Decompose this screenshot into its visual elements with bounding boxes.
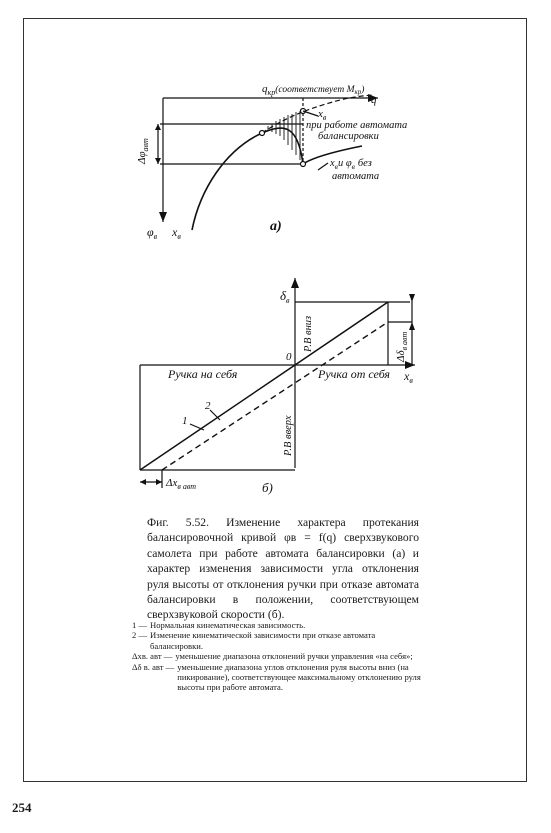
- figure-a-label-noauto-2: автомата: [332, 171, 380, 182]
- legend-text: Нормальная кинематическая зависимость.: [150, 620, 306, 630]
- legend-item: [132, 662, 422, 693]
- figure-b-label-ot-sebya: Ручка от себя: [318, 367, 391, 381]
- figure-a-label-x: $x_в$: [172, 225, 181, 241]
- figure-a-label-auto-1: при работе автомата: [306, 120, 408, 131]
- figure-b-label-x: $x_в$: [404, 369, 413, 385]
- legend-item: [132, 630, 422, 651]
- figure-b-line-2: [162, 322, 391, 470]
- legend-key: Δxв. авт —: [132, 651, 173, 662]
- legend-key: 2 —: [132, 630, 148, 641]
- figure-b-label-rv-up: Р.В вверх: [283, 415, 294, 456]
- figure-a-panel-label: а): [270, 219, 282, 234]
- figure-a-axis-arrow: [159, 212, 167, 222]
- figure-a-label-q: q: [371, 94, 377, 106]
- figure-b-label-zero: 0: [286, 351, 292, 363]
- figure-b-label-na-sebya: Ручка на себя: [168, 367, 238, 381]
- legend-key: 1 —: [132, 620, 148, 630]
- legend-key: Δδ в. авт —: [132, 661, 175, 672]
- figure-a-label-auto-2: балансировки: [318, 131, 379, 142]
- figure-a-label-qkr: $q_{кр}(соответствует$ Mкр): [262, 83, 365, 97]
- figure-b: [0, 270, 551, 510]
- figure-b-label-rv-down: Р.В вниз: [303, 315, 314, 352]
- legend-text: уменьшение диапазона отклонений ручки управления «на себя»;: [175, 651, 413, 662]
- figure-b-label-delta-delta: $\Delta\delta_{в авт}$: [395, 331, 409, 362]
- legend-item: [132, 651, 422, 661]
- figure-caption: [147, 515, 419, 623]
- figure-b-label-delta-x: $\Delta x_{в авт}$: [166, 477, 197, 491]
- caption-text: Фиг. 5.52. Изменение характера протекания балансировочной кривой φв = f(q) сверхзвукового самолета при работе автомата балансировки (а) и характер изменения зависимости угла отклонения руля высоты от отклонения ручки при отказе автомата балансировки в положении, соответствующем сверхзвуковой скорости (б).: [147, 516, 419, 622]
- figure-b-label-line-2: 2: [205, 400, 211, 412]
- figure-b-label-delta: $\delta_в$: [280, 288, 290, 305]
- figure-legend: [132, 620, 422, 693]
- figure-a-label-delta-phi: $\Delta\varphi_{авт}$: [136, 138, 150, 164]
- figure-b-line-1: [140, 302, 391, 470]
- figure-b-label-line-1: 1: [182, 415, 188, 427]
- figure-a-label-xv-top: $x_в$: [318, 108, 327, 122]
- page-number: 254: [12, 800, 32, 815]
- figure-a-label-phi: $\varphi_в$: [147, 225, 158, 241]
- legend-text: Изменение кинематической зависимости при отказе автомата балансировки.: [150, 630, 376, 651]
- figure-b-panel-label: б): [262, 480, 273, 495]
- legend-item: [132, 620, 422, 630]
- figure-a-label-noauto-1: $x_ви$ $\varphi_в$ без: [330, 158, 372, 171]
- legend-text: уменьшение диапазона углов отклонения руля высоты вниз (на пикирование), соответствующее максимальному отклонению руля высоты при работе автомата.: [177, 661, 421, 693]
